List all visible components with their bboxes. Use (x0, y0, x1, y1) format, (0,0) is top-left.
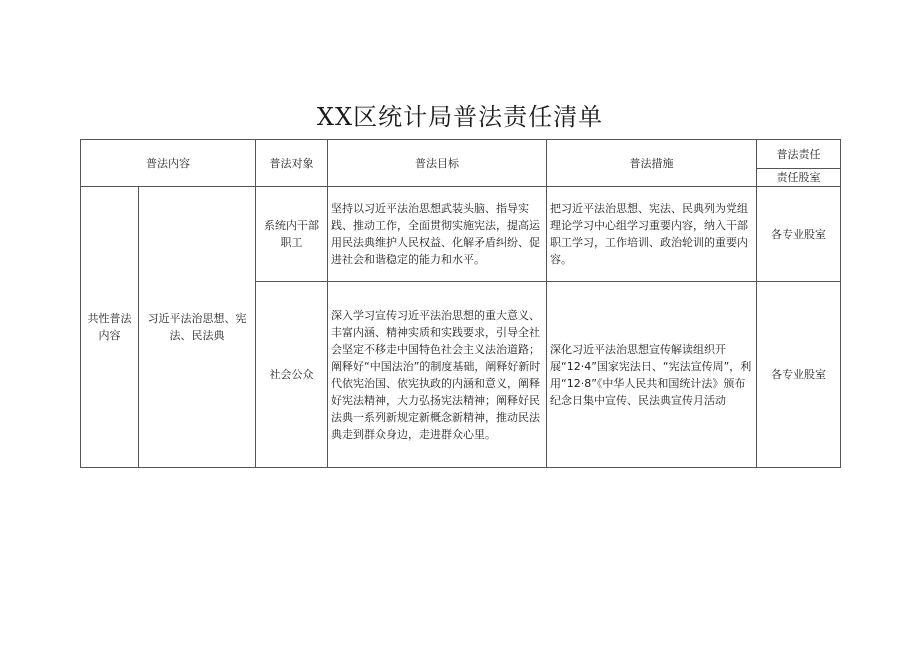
goal-cell: 深入学习宣传习近平法治思想的重大意义、丰富内涵、精神实质和实践要求，引导全社会坚定不移走中国特色社会主义法治道路；阐释好“中国法治”的制度基础，阐释好新时代依宪治国、依宪执政的内涵和意义，阐释好宪法精神，大力弘扬宪法精神；阐释好民法典一系列新规定新概念新精神，推动民法典走到群众身边，走进群众心里。 (328, 282, 547, 468)
header-measures: 普法措施 (547, 140, 757, 187)
unit-cell: 各专业股室 (757, 187, 841, 282)
unit-cell: 各专业股室 (757, 282, 841, 468)
measures-cell: 深化习近平法治思想宣传解读组织开展“12·4”国家宪法日、“宪法宣传周”，利用“12·8”《中华人民共和国统计法》颁布纪念日集中宣传、民法典宣传月活动 (547, 282, 757, 468)
header-content: 普法内容 (81, 140, 256, 187)
header-goal: 普法目标 (328, 140, 547, 187)
target-cell: 社会公众 (256, 282, 328, 468)
responsibility-table (80, 139, 841, 468)
goal-cell: 坚持以习近平法治思想武装头脑、指导实践、推动工作，全面贯彻实施宪法，提高运用民法典维护人民权益、化解矛盾纠纷、促进社会和谐稳定的能力和水平。 (328, 187, 547, 282)
category-cell: 共性普法内容 (81, 187, 139, 468)
header-responsible-unit: 责任股室 (757, 169, 841, 187)
table-header-row (81, 140, 841, 169)
page-title: XX区统计局普法责任清单 (316, 103, 604, 131)
measures-cell: 把习近平法治思想、宪法、民典列为党组理论学习中心组学习重要内容，纳入干部职工学习，工作培训、政治轮训的重要内容。 (547, 187, 757, 282)
header-responsibility: 普法责任 (757, 140, 841, 169)
target-cell: 系统内干部职工 (256, 187, 328, 282)
header-target: 普法对象 (256, 140, 328, 187)
table-row (81, 187, 841, 282)
subcategory-cell: 习近平法治思想、宪法、民法典 (139, 187, 256, 468)
